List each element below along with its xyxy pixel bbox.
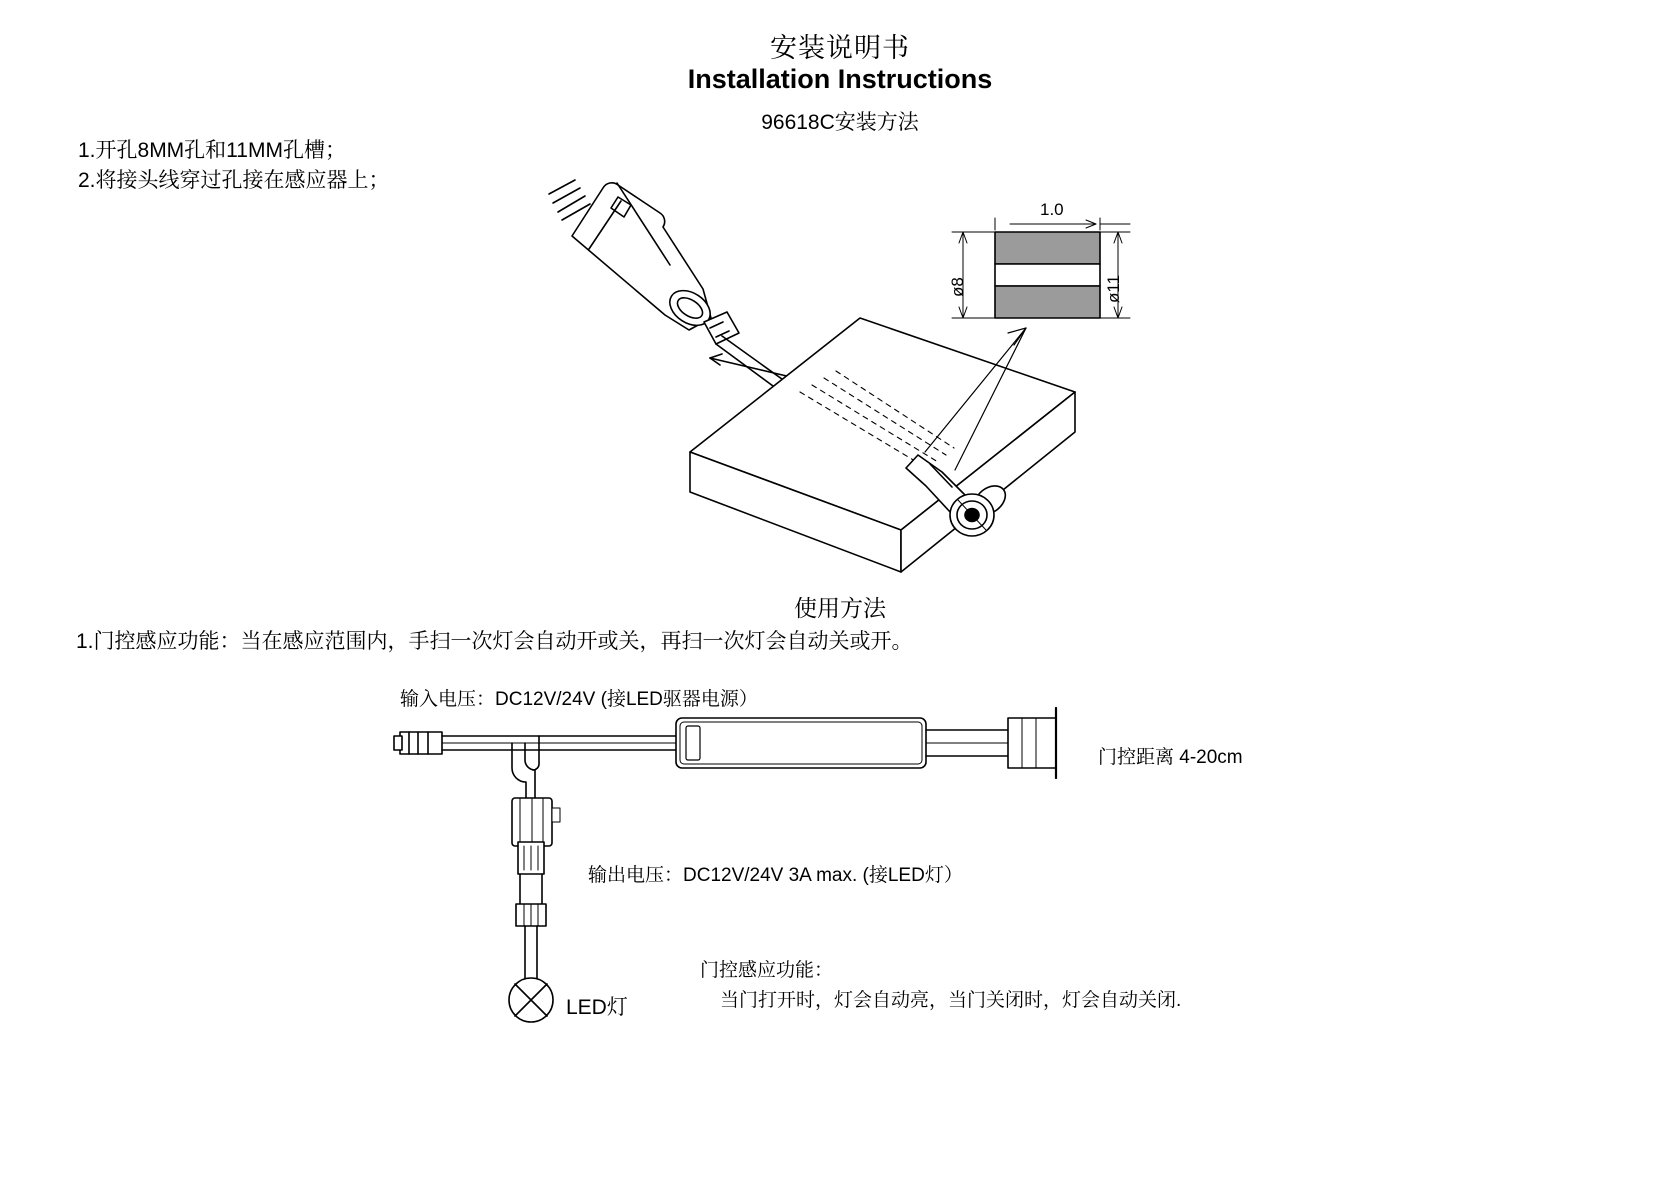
input-voltage-label: 输入电压：DC12V/24V (接LED驱器电源）: [400, 689, 758, 710]
dimension-hole-small-label: ø8: [948, 277, 967, 297]
installation-step-2: 2.将接头线穿过孔接在感应器上；: [78, 169, 390, 192]
output-voltage-label: 输出电压：DC12V/24V 3A max. (接LED灯）: [588, 865, 963, 886]
door-sensor-note-body: 当门打开时，灯会自动亮，当门关闭时，灯会自动关闭.: [720, 990, 1182, 1011]
installation-step-1: 1.开孔8MM孔和11MM孔槽；: [78, 139, 346, 162]
dimension-thickness-label: 1.0: [1040, 200, 1064, 219]
page-title-en: Installation Instructions: [687, 64, 993, 94]
page-subtitle: 96618C安装方法: [761, 111, 919, 134]
door-sensor-note-title: 门控感应功能：: [700, 960, 834, 981]
dimension-hole-large-label: ø11: [1104, 274, 1123, 303]
page-title-cn: 安装说明书: [770, 33, 910, 63]
door-distance-label: 门控距离 4-20cm: [1098, 747, 1243, 768]
usage-item-1: 1.门控感应功能：当在感应范围内，手扫一次灯会自动开或关，再扫一次灯会自动关或开。: [76, 630, 913, 653]
led-lamp-label: LED灯: [566, 996, 628, 1019]
usage-heading: 使用方法: [794, 595, 886, 621]
wiring-diagram: [0, 690, 1680, 1090]
